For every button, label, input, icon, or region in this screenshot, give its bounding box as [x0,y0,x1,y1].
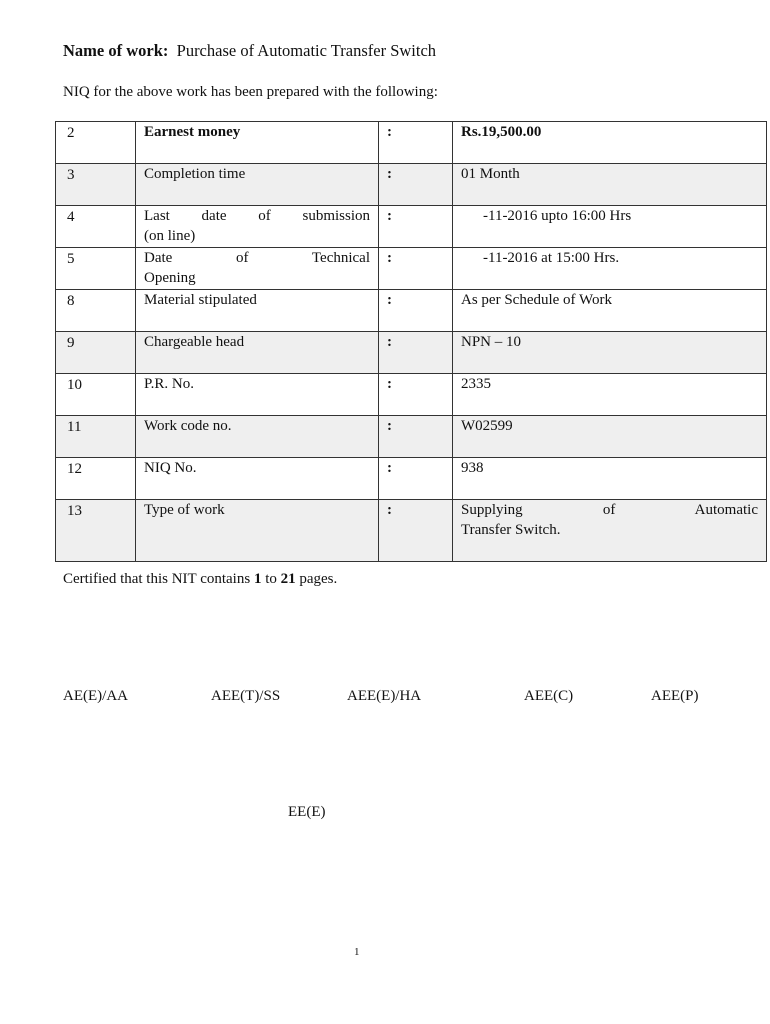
row-item-line: Type of work [144,502,225,518]
signatory-ae-e-aa: AE(E)/AA [63,688,128,704]
row-item [136,458,379,500]
row-value [453,248,767,290]
row-number: 13 [56,500,136,562]
table-row [56,290,767,332]
row-number: 2 [56,122,136,164]
signatory-aee-p: AEE(P) [651,688,699,704]
row-item-line: Chargeable head [144,334,245,350]
row-item-line: (on line) [144,228,196,244]
table-row [56,164,767,206]
certified-mid: to [261,571,281,587]
row-item-line: NIQ No. [144,460,197,476]
certified-suffix: pages. [295,571,338,587]
row-colon: : [379,206,453,248]
row-number: 4 [56,206,136,248]
row-colon: : [379,332,453,374]
row-value-line: 01 Month [461,166,520,182]
row-item [136,248,379,290]
row-number: 5 [56,248,136,290]
table-row [56,248,767,290]
row-value-line: -11-2016 upto 16:00 Hrs [483,208,632,224]
table-row [56,500,767,562]
row-colon: : [379,374,453,416]
row-item [136,164,379,206]
name-of-work-label: Name of work: [63,41,169,60]
row-value [453,458,767,500]
row-value-line: 938 [461,460,484,476]
signatory-aee-c: AEE(C) [524,688,574,704]
row-item [136,206,379,248]
row-value-line: As per Schedule of Work [461,292,612,308]
row-item [136,500,379,562]
page-number: 1 [354,946,360,958]
table-row [56,332,767,374]
row-colon: : [379,164,453,206]
niq-details-table [55,121,767,562]
row-number: 3 [56,164,136,206]
row-colon: : [379,122,453,164]
row-item [136,416,379,458]
row-number: 10 [56,374,136,416]
table-row [56,416,767,458]
row-item [136,122,379,164]
row-value [453,374,767,416]
name-of-work-line [63,41,436,61]
row-colon: : [379,500,453,562]
row-value-line: Rs.19,500.00 [461,124,542,140]
row-item-line: Opening [144,270,196,286]
row-number: 12 [56,458,136,500]
row-colon: : [379,416,453,458]
row-item [136,332,379,374]
row-value [453,206,767,248]
row-colon: : [379,458,453,500]
signatory-ee-e: EE(E) [288,804,326,820]
row-value [453,332,767,374]
row-item [136,374,379,416]
table-row [56,122,767,164]
table-row [56,206,767,248]
certified-from-page: 1 [253,571,262,587]
row-item [136,290,379,332]
row-value-line: Supplying of Automatic [461,502,758,518]
row-number: 8 [56,290,136,332]
row-colon: : [379,248,453,290]
signatory-aee-t-ss: AEE(T)/SS [211,688,281,704]
certification-statement [63,571,337,588]
row-value [453,122,767,164]
table-row [56,458,767,500]
row-item-line: Date of Technical [144,250,370,266]
row-number: 11 [56,416,136,458]
certified-to-page: 21 [280,571,296,587]
name-of-work-value: Purchase of Automatic Transfer Switch [176,41,437,60]
row-item-line: Work code no. [144,418,232,434]
row-value [453,290,767,332]
row-value-line: W02599 [461,418,513,434]
certified-prefix: Certified that this NIT contains [63,571,254,587]
row-colon: : [379,290,453,332]
row-number: 9 [56,332,136,374]
row-item-line: Material stipulated [144,292,257,308]
row-value-line: -11-2016 at 15:00 Hrs. [483,250,620,266]
table-row [56,374,767,416]
row-value-line: NPN – 10 [461,334,522,350]
row-value [453,416,767,458]
row-value [453,164,767,206]
row-value-line: 2335 [461,376,491,392]
intro-text: NIQ for the above work has been prepared with the following: [63,84,438,100]
row-value [453,500,767,562]
row-item-line: P.R. No. [144,376,195,392]
row-item-line: Last date of submission [144,208,370,224]
row-value-line: Transfer Switch. [461,522,561,538]
row-item-line: Earnest money [144,124,241,140]
signatory-aee-e-ha: AEE(E)/HA [347,688,422,704]
row-item-line: Completion time [144,166,246,182]
